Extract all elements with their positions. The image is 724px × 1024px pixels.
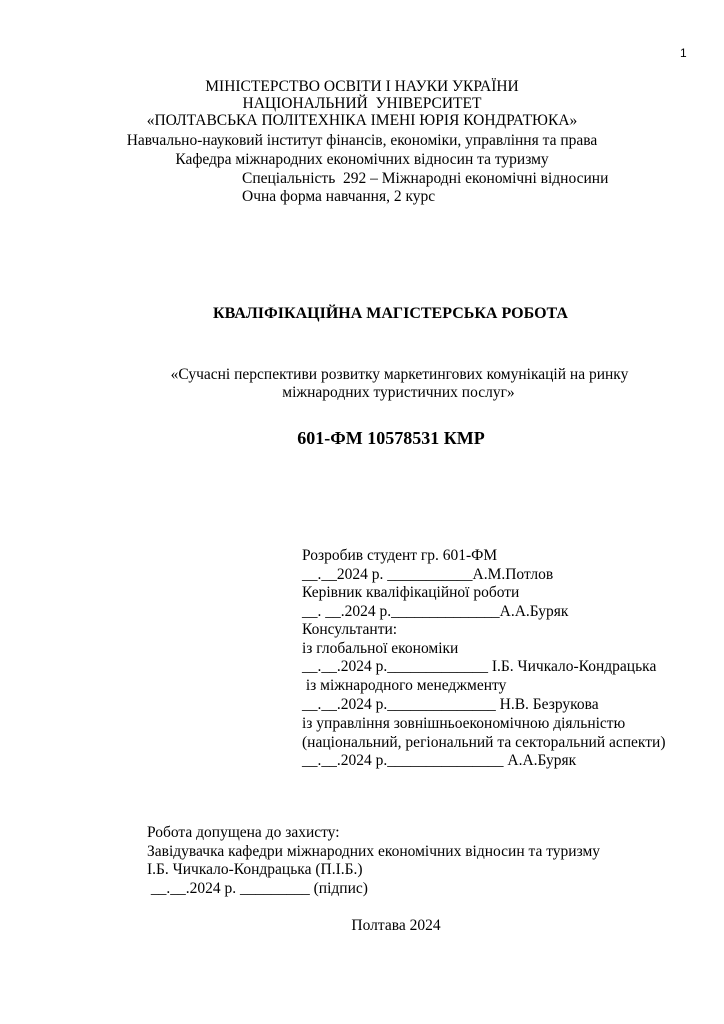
study-form: Очна форма навчання, 2 курс (242, 188, 436, 205)
student-label: Розробив студент гр. 601-ФМ (302, 547, 498, 564)
admission-line2: Завідувачка кафедри міжнародних економічних відносин та туризму (147, 843, 601, 860)
supervisor-signature-line: __. __.2024 р.______________А.А.Буряк (302, 603, 569, 620)
intl-management-signature-line: __.__.2024 р.______________ Н.В. Безрукова (302, 696, 599, 713)
specialty: Спеціальність 292 – Міжнародні економічні відносини (242, 170, 609, 187)
intl-management-label: із міжнародного менеджменту (302, 677, 507, 694)
university-name-line2: «ПОЛТАВСЬКА ПОЛІТЕХНІКА ІМЕНІ ЮРІЯ КОНДРАТЮКА» (146, 112, 578, 129)
fea-label-line2: (національний, регіональний та секторальний аспекти) (302, 734, 666, 751)
institute-name: Навчально-науковий інститут фінансів, економіки, управління та права (126, 132, 598, 149)
topic-line2: міжнародних туристичних послуг» (282, 384, 515, 401)
ministry-name: МІНІСТЕРСТВО ОСВІТИ І НАУКИ УКРАЇНИ (205, 78, 519, 95)
student-signature-line: __.__2024 р. ___________А.М.Потлов (302, 566, 554, 583)
consultants-label: Консультанти: (302, 621, 398, 638)
fea-label-line1: із управління зовнішньоекономічною діяльністю (302, 715, 626, 732)
supervisor-label: Керівник кваліфікаційної роботи (302, 584, 520, 601)
university-name-line1: НАЦІОНАЛЬНИЙ УНІВЕРСИТЕТ (242, 95, 482, 112)
admission-line3: І.Б. Чичкало-Кондрацька (П.І.Б.) (147, 861, 363, 878)
global-economy-signature-line: __.__.2024 р._____________ І.Б. Чичкало-Кондрацька (302, 658, 657, 675)
page-number: 1 (680, 46, 687, 60)
topic-line1: «Сучасні перспективи розвитку маркетингових комунікацій на ринку (170, 366, 629, 383)
department-name: Кафедра міжнародних економічних відносин та туризму (175, 151, 549, 168)
work-type-title: КВАЛІФІКАЦІЙНА МАГІСТЕРСЬКА РОБОТА (213, 305, 568, 322)
city-year: Полтава 2024 (351, 917, 441, 934)
admission-line4: __.__.2024 р. _________ (підпис) (147, 880, 368, 897)
global-economy-label: із глобальної економіки (302, 640, 459, 657)
document-code: 601-ФМ 10578531 КМР (297, 428, 485, 448)
fea-signature-line: __.__.2024 р._______________ А.А.Буряк (302, 752, 577, 769)
admission-line1: Робота допущена до захисту: (147, 824, 340, 841)
